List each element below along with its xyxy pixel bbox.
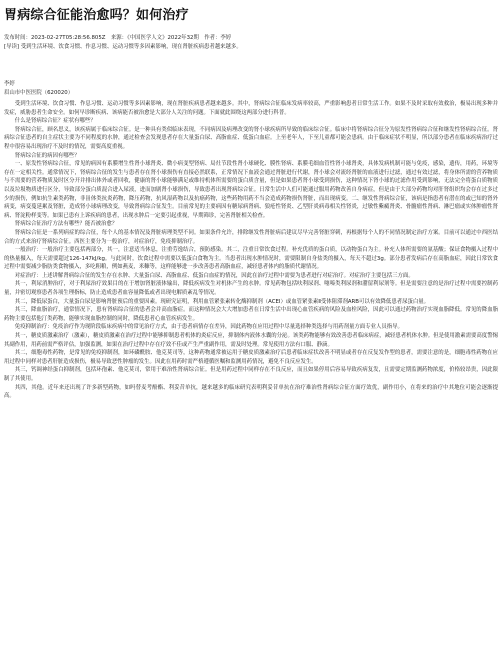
- publish-info: 发布时间：2023-02-27T05:28:56.805Z 来源：《中国医学人文》2022年32期 作者：李婷: [4, 35, 232, 41]
- paragraph: 肾病综合征的病因有哪些？: [14, 152, 80, 159]
- paragraph: 对症治疗：上述讲解肾病综合征的发生存在水肿、大量蛋白尿、高脂血症、低蛋白血症的情况，因此在治疗过程中需要为患者进行对症治疗。对症治疗主要包括三方面。: [14, 272, 414, 279]
- paragraph: 肾病综合征是一系列病症的综合征，每个人的基本情况及肾脏病理类型不同。如果条件允许，排除继发性肾脏病后建议尽早完善肾脏穿刺，再根据每个人的不同情况制定治疗方案。目前可以通过中西医结合的方式来治疗肾病综合征。西医主要分为一般治疗，对症治疗，免疫抑制治疗。: [4, 229, 498, 245]
- paragraph: 其二，细胞毒性药物，是常见的免疫抑制剂，如环磷酰胺、他克莫司等，这种药物通常被运用于糖皮质激素治疗后患者临床症状改善不明显或者存在反复发作型的患者，需要注意的是，细胞毒性药物在应用过程中同样对患者肝脏造成损伤，极易导致恶性肿瘤的发生。因此在用药时需严格遵循医嘱和监测用药情况，避免不良反应发生。: [4, 350, 498, 365]
- author-affiliation: 眉山市中医医院（620020）: [4, 89, 74, 96]
- article-meta: [4, 34, 500, 51]
- paragraph: 肾病综合征，顾名思义，该疾病属于临床综合征。是一种具有类似临床表现，不同病因及病理改变的肾小球疾病所导致的临床综合征。临床中将肾病综合征分为原发性肾病综合征和继发性肾病综合征。肾病综合征患者的自主症状主要为不同程度的水肿，通过检查会发现患者存在大量蛋白尿、高脂血症、低蛋白血症。上至老年人，下至儿童都可能会患病。由于临床症状不明显，所以部分患者在临床疾病治疗过程中很容易出现治疗不及时的情况，需要高度重视。: [4, 126, 498, 150]
- article-body: [4, 100, 498, 645]
- paragraph: 其二，降低尿蛋白，大量蛋白尿是影响肾脏预后的重要因素。现研究证明，利用血管紧张素转化酶抑制剂（ACEI）或血管紧张素Ⅱ受体阻滞剂ARB可以有效降低患者尿蛋白量。: [14, 298, 430, 305]
- abstract-lead: [导读] 受到生活环境、饮食习惯、作息习惯、运动习惯等多因素影响，现在肾脏疾病患者越来越多。: [4, 43, 242, 50]
- paragraph: 其一，利尿消肿治疗，对于利尿治疗效果目的在于增加肾脏液体输出，降低疾病发生对机体产生的水肿。常见药物包括呋利尿剂、噻嗪类利尿剂和潴留利尿剂等。但是需要注意的是治疗过程中需要控制药量，并密切观察患者各项生理指标，防止造成患者血容量降低或者出现电解质紊乱等情况。: [4, 281, 498, 297]
- author-block: [4, 80, 498, 97]
- paragraph: 什么是肾病综合征？症状有哪些？: [14, 118, 96, 125]
- article-title: 胃病综合征能治愈吗？如何治疗: [4, 8, 189, 23]
- paragraph: 其一，糖皮质激素治疗（激素），糖皮质激素在治疗过程中能够抑制患者机体的炎症反应，抑制体内液体水囊的分泌。该类药物能够有效改善患者临床病症，减轻患者机体水肿。但是使用激素需要高度警惕其副作用，用药前需严格评估，加强监测，如果在治疗过程中存在疗效不佳或产生严重副作用，需及时处理。常见使用方法有口服、静滴。: [4, 333, 498, 348]
- paragraph: 其四，其他。近年来还出现了许多新型药物，如吗替麦考酚酯、利妥昔单抗，越来越多的临床研究表明利妥昔单抗在治疗难治性肾病综合征方面疗效优，副作用小，在将来的治疗中其地位可能会逐渐提高。: [4, 384, 498, 400]
- author-name: 李婷: [4, 81, 15, 87]
- paragraph: 一般治疗：一般治疗主要包括两部分，其一，注意适当休息，注重劳逸结合，预防感染。其二，注重日常饮食过程。补充优质的蛋白质，以动物蛋白为主。补充人体所需要的氨基酸；保证食物摄入过程中的热量摄入，每天需要超过126-147kJ/kg。与此同时，饮食过程中需要以低蛋白食物为主。当患者出现水肿情况时，需要限制自身盐类的摄入，每天不超过3g。部分患者发病后存在高脂血症，因此日常饮食过程中需要减少脂肪类食物摄入，多吃粗粮，例如燕麦，米糠等，这样能够进一步改善患者高脂血症，减轻患者体内的脂质代谢情况。: [4, 247, 498, 271]
- paragraph: 肾病综合征治疗方法有哪些？能否被治愈？: [14, 221, 118, 228]
- paragraph: 一、原发性肾病综合征，常见的病因有系膜增生性肾小球肾炎、微小病变型肾病、局灶节段性肾小球硬化、膜性肾病、系膜毛细血管性肾小球肾炎，具体发病机制可能与免疫，感染，遗传，用药，环境等存在一定相关性。通常情况下，肾病综合征的发生与患者存在肾小球损伤有直接必然联系，正常情况下血液会通过肾脏进行代谢，肾小球会对流经肾脏的血液进行过滤，通过有效过滤，将身体所需的营养物质与不需要的营养物质及时区分开并排出体外或者回收，健康的肾小球能够满足或维持机体所需要的蛋白质含量，但是如果患者肾小球受到损伤，这种情况下肾小球的过滤作用受到影响，无法完全将蛋白质物质以及垃圾物质进行区分，导致部分蛋白质混合进入尿液，进而加剧肾小球损伤，导致患者出现肾病综合征。日常生活中人们可能通过服用药物改善自身病症，但是由于大部分药物均对肝肾组织均会存在过多过少的损伤，例如抗生素类药物，非甾体类抗炎药物，降压药物，抗风湿药物以及抗癌药物，这些药物用药不当会造成药物损伤肾脏，而出现病变。二、继发性肾病综合征，该病是指患者有潜在的或已知的肾外病变，病变蔓延累及肾脏，造成肾小球病理改变，导致肾病综合征发生。目前常见的主要病因有糖尿病肾病、狼疮性肾炎、乙型肝炎病毒相关性肾炎，过敏性紫癜肾炎、骨髓瘤性肾病、淋巴瘤或实体肿瘤性肾病、肾淀粉样变等。如果已患有上诉疾病的患者，出现水肿后一定要引起重视，早期筛诊，完善肾脏相关检查。: [4, 161, 498, 219]
- paragraph: 其三，降血脂治疗，通常情况下，患有肾病综合征的患者会并高血脂症。而这种情况会大大增加患者在日常生活中出现心血管疾病的风险及血栓风险，因此可以通过药物治疗实现血脂降低。常见的降血脂药物主要包括他汀类药物，能够实现血脂控制的同时，降低患者心血管疾病发生。: [4, 307, 498, 322]
- paragraph: 受到生活环境、饮食习惯、作息习惯、运动习惯等多因素影响，现在肾脏疾病患者越来越多。其中，肾病综合征临床发病率较高，严重影响患者日常生活工作。如果不及时采取有效救治，极易出现多种并发症，威胁患者生命安全。如何早诊断疾病、该病能否被治愈是大部分人关注的问题。下面就此围绕这两部分进行科普。: [4, 101, 498, 116]
- paragraph: 免疫抑制治疗：免疫治疗作为现阶段临床疾病中的常见治疗方式，由于患者病情存在差异，因此药物在应用过程中尽量选择种类选择与用药剂量方面专业人员指导。: [14, 324, 403, 331]
- paragraph: 其三，钙调神经蛋白抑制剂，包括环孢素、他克莫司，常用于难治性肾病综合征。但是用药过程中同样存在不良反应，而且如果停用后容易导致疾病复发，且需要定期监测药物浓度，价格较昂贵，因此限制了其使用。: [4, 367, 498, 382]
